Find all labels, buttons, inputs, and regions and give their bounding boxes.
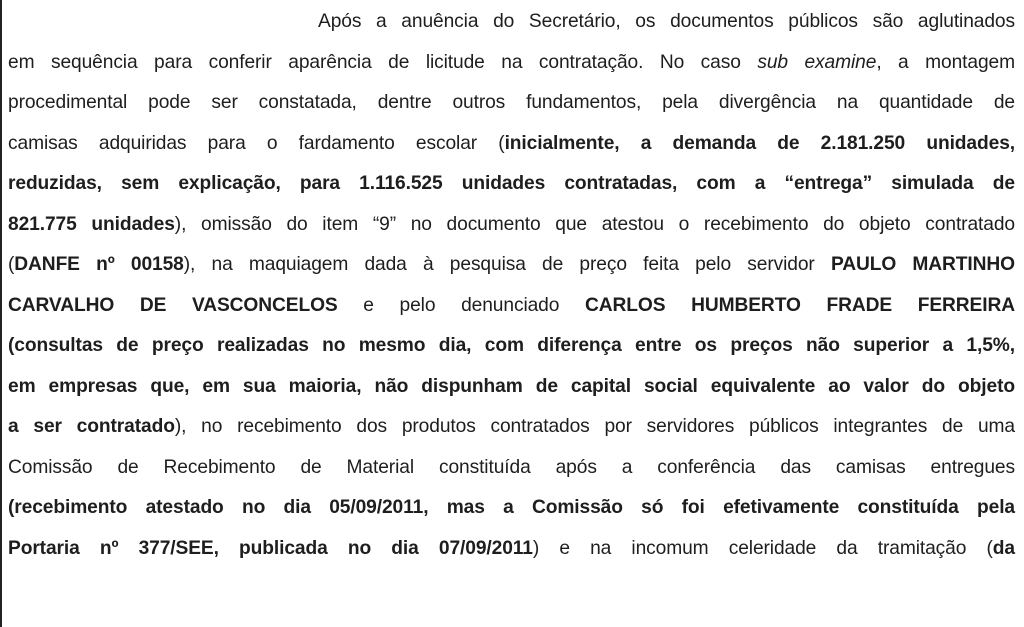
bold-text: (consultas de preço realizadas no mesmo dia, com diferença entre os preços não superior a 1,5%,	[8, 335, 1015, 356]
bold-text: DANFE nº 00158	[14, 254, 184, 275]
text-line	[8, 248, 1015, 282]
bold-text: em empresas que, em sua maioria, não dispunham de capital social equivalente ao valor do objeto	[8, 376, 1015, 397]
text-line	[8, 46, 1015, 80]
bold-text: inicialmente, a demanda de 2.181.250 unidades,	[504, 133, 1015, 154]
bold-text: (recebimento atestado no dia 05/09/2011, mas a Comissão só foi efetivamente constituída pela	[8, 497, 1015, 518]
bold-text: da	[992, 538, 1015, 559]
text-line	[8, 532, 1015, 566]
text-run: procedimental pode ser constatada, dentre outros fundamentos, pela divergência na quantidade de	[8, 92, 1015, 113]
text-line	[8, 86, 1015, 120]
bold-text: CARVALHO DE VASCONCELOS	[8, 295, 338, 316]
text-line	[8, 491, 1015, 525]
text-run: ), omissão do item “9” no documento que atestou o recebimento do objeto contratado	[174, 214, 1015, 235]
italic-text: sub examine	[757, 52, 877, 73]
text-run: ), na maquiagem dada à pesquisa de preço feita pelo servidor	[183, 254, 831, 275]
text-line	[8, 329, 1015, 363]
text-line	[8, 370, 1015, 404]
text-run: (	[8, 254, 15, 275]
text-run: ) e na incomum celeridade da tramitação (	[532, 538, 993, 559]
bold-text: Portaria nº 377/SEE, publicada no dia 07/09/2011	[8, 538, 533, 559]
bold-text: 821.775 unidades	[8, 214, 175, 235]
bold-text: a ser contratado	[8, 416, 175, 437]
text-run: em sequência para conferir aparência de licitude na contratação. No caso	[8, 52, 758, 73]
text-line	[8, 167, 1015, 201]
bold-text: reduzidas, sem explicação, para 1.116.525 unidades contratadas, com a “entrega” simulada de	[8, 173, 1015, 194]
text-line	[318, 5, 1015, 39]
text-run: ), no recebimento dos produtos contratados por servidores públicos integrantes de uma	[174, 416, 1015, 437]
text-line	[8, 127, 1015, 161]
text-run: Após a anuência do Secretário, os documentos públicos são aglutinados	[318, 11, 1015, 32]
text-run: camisas adquiridas para o fardamento escolar (	[8, 133, 505, 154]
text-run: e pelo denunciado	[337, 295, 585, 316]
text-line	[8, 451, 1015, 485]
text-run: , a montagem	[876, 52, 1015, 73]
text-line	[8, 289, 1015, 323]
bold-text: CARLOS HUMBERTO FRADE FERREIRA	[585, 295, 1015, 316]
bold-text: PAULO MARTINHO	[830, 254, 1015, 275]
text-run: Comissão de Recebimento de Material constituída após a conferência das camisas entregues	[8, 457, 1015, 478]
text-line	[8, 208, 1015, 242]
text-line	[8, 410, 1015, 444]
